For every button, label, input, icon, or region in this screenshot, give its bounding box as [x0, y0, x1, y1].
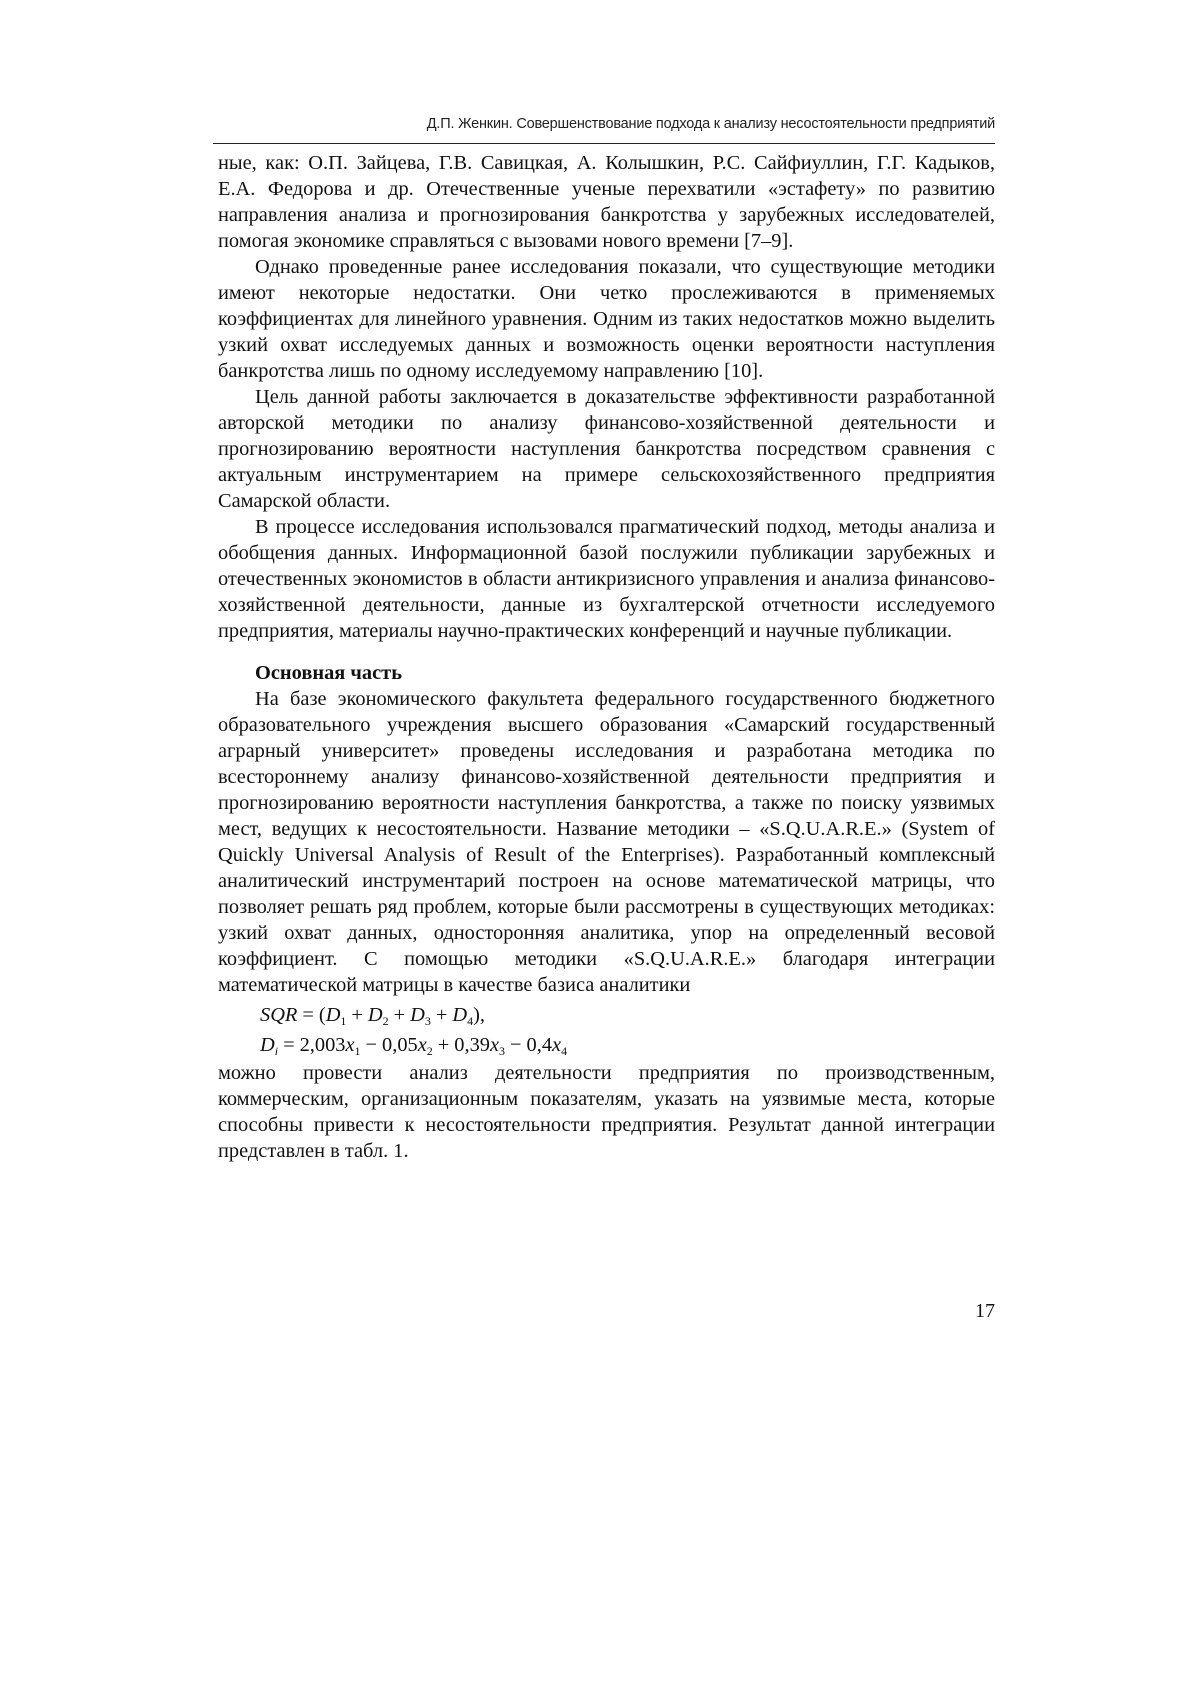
- formula-term: D: [452, 1004, 468, 1026]
- formula-plus: +: [435, 1004, 448, 1026]
- formula-variable: x: [345, 1034, 355, 1056]
- running-head: Д.П. Женкин. Совершенствование подхода к анализу несостоятельности предприятий: [426, 116, 995, 132]
- formula-subscript: 3: [499, 1044, 506, 1058]
- page-number: 17: [975, 1300, 995, 1322]
- formula-plus: +: [393, 1004, 406, 1026]
- formula-subscript: 3: [424, 1014, 431, 1028]
- formula-term: D: [367, 1004, 383, 1026]
- formula-minus: −: [510, 1034, 522, 1056]
- formula-lhs: D: [260, 1034, 275, 1056]
- paragraph-shortcomings: Однако проведенные ранее исследования показали, что существующие методики имеют некоторые недостатки. Они четко прослеживаются в применяемых коэффициентах для линейного уравнения. Одним из таких недостатков можно выделить узкий охват исследуемых данных и возможность оценки вероятности наступления банкротства лишь по одному исследуемому направлению [10].: [218, 256, 995, 382]
- formula-subscript: 4: [467, 1014, 474, 1028]
- formula-subscript: 4: [561, 1044, 568, 1058]
- formula-equals: =: [283, 1034, 295, 1056]
- paragraph-conclusion: можно провести анализ деятельности предприятия по производственным, коммерческим, организационным показателям, указать на уязвимые места, которые способны привести к несостоятельности предприятия. Результат данной интеграции представлен в табл. 1.: [218, 1062, 995, 1162]
- formula-coefficient: 0,39: [454, 1034, 490, 1056]
- header-rule: [213, 143, 995, 144]
- formula-coefficient: 0,4: [526, 1034, 553, 1056]
- formula-coefficient: 2,003: [299, 1034, 346, 1056]
- formula-subscript: 2: [426, 1044, 433, 1058]
- formula-minus: −: [365, 1034, 378, 1056]
- paragraph-main: На базе экономического факультета федерального государственного бюджетного образовательного учреждения высшего образования «Самарский государственный аграрный университет» проведены исследования и разработана методика по всестороннему анализу финансово-хозяйственной деятельности предприятия и прогнозированию вероятности наступления банкротства, а также по поиску уязвимых мест, ведущих к несостоятельности. Название методики – «S.Q.U.A.R.E.» (System of Quickly Universal Analysis of Result of the Enterprises). Разработанный комплексный аналитический инструментарий построен на основе математической матрицы, что позволяет решать ряд проблем, которые были рассмотрены в существующих методиках: узкий охват данных, односторонняя аналитика, упор на определенный весовой коэффициент. С помощью методики «S.Q.U.A.R.E.» благодаря интеграции математической матрицы в качестве базиса аналитики: [218, 688, 995, 996]
- article-body: [218, 150, 995, 1164]
- formula-open-paren: (: [318, 1004, 326, 1026]
- formula-subscript: 1: [354, 1044, 361, 1058]
- formula-variable: x: [489, 1034, 500, 1056]
- formula-close-paren: ),: [473, 1004, 486, 1026]
- formula-sqr: [218, 1000, 995, 1030]
- formula-term: D: [410, 1004, 425, 1026]
- formula-variable: x: [552, 1034, 562, 1056]
- formula-plus: +: [351, 1004, 363, 1026]
- paragraph-methods: В процессе исследования использовался прагматический подход, методы анализа и обобщения данных. Информационной базой послужили публикации зарубежных и отечественных экономистов в области антикризисного управления и анализа финансово-хозяйственной деятельности, данные из бухгалтерской отчетности исследуемого предприятия, материалы научно-практических конференций и научные публикации.: [218, 516, 995, 642]
- formula-di: [218, 1030, 995, 1060]
- paragraph-intro-continued: ные, как: О.П. Зайцева, Г.В. Савицкая, А. Колышкин, Р.С. Сайфиуллин, Г.Г. Кадыков, Е.А. Федорова и др. Отечественные ученые перехватили «эстафету» по развитию направления анализа и прогнозирования банкротства у зарубежных исследователей, помогая экономике справляться с вызовами нового времени [7–9].: [218, 152, 995, 252]
- formula-equals: =: [302, 1004, 314, 1026]
- formula-term: D: [325, 1004, 341, 1026]
- paragraph-goal: Цель данной работы заключается в доказательстве эффективности разработанной авторской методики по анализу финансово-хозяйственной деятельности и прогнозированию вероятности наступления банкротства посредством сравнения с актуальным инструментарием на примере сельскохозяйственного предприятия Самарской области.: [218, 386, 995, 512]
- section-title: Основная часть: [255, 662, 402, 684]
- formula-variable: x: [417, 1034, 427, 1056]
- formula-coefficient: 0,05: [382, 1034, 418, 1056]
- formula-subscript: 2: [382, 1014, 389, 1028]
- formula-subscript: 1: [340, 1014, 347, 1028]
- formula-plus: +: [437, 1034, 450, 1056]
- formula-lhs: SQR: [260, 1004, 298, 1026]
- formula-subscript: i: [274, 1044, 279, 1058]
